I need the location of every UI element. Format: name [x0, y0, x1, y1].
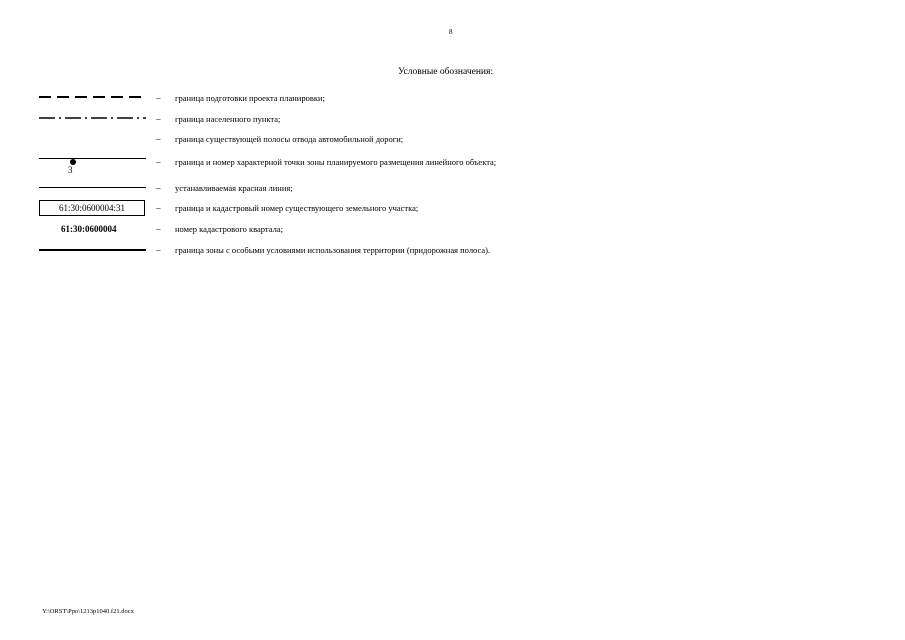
legend-item-settlement-boundary — [0, 112, 905, 130]
legend-item-red-line — [0, 181, 905, 199]
legend-item-cadastral-quarter — [0, 222, 905, 240]
legend-separator: – — [156, 183, 161, 193]
cadastral-plot-number: 61:30:0600004:31 — [39, 200, 145, 216]
legend-description: граница и номер характерной точки зоны планируемого размещения линейного объекта; — [175, 157, 497, 167]
legend-description: граница подготовки проекта планировки; — [175, 93, 325, 103]
legend-title: Условные обозначения: — [398, 67, 494, 77]
legend-description: номер кадастрового квартала; — [175, 224, 283, 234]
legend-description: граница населенного пункта; — [175, 114, 281, 124]
legend-description: устанавливаемая красная линия; — [175, 183, 293, 193]
thick-line-icon — [39, 249, 146, 251]
legend-item-land-plot — [0, 200, 905, 218]
legend-separator: – — [156, 203, 161, 213]
solid-line-icon — [39, 158, 146, 159]
legend-item-road-strip-boundary — [0, 132, 905, 150]
boxed-number-symbol — [39, 200, 146, 218]
solid-line-symbol — [39, 181, 146, 199]
thick-line-symbol — [39, 243, 146, 261]
legend-separator: – — [156, 245, 161, 255]
legend-separator: – — [156, 134, 161, 144]
bold-number-symbol — [39, 222, 146, 240]
point-number-label: 3 — [68, 165, 73, 175]
dashed-line-symbol — [39, 91, 146, 109]
line-with-point-symbol — [39, 155, 146, 173]
footer-file-path: Y:\ORST\Ppo\1213p1040.f21.docx — [42, 608, 134, 615]
cadastral-quarter-number: 61:30:0600004 — [61, 224, 117, 234]
legend-separator: – — [156, 157, 161, 167]
legend-separator: – — [156, 93, 161, 103]
dashed-line-icon — [39, 91, 146, 105]
legend-separator: – — [156, 114, 161, 124]
legend-separator: – — [156, 224, 161, 234]
dash-dot-line-symbol — [39, 112, 146, 130]
legend-description: граница и кадастровый номер существующего земельного участка; — [175, 203, 419, 213]
legend-item-planning-boundary — [0, 91, 905, 109]
empty-symbol — [39, 132, 146, 150]
legend-description: граница зоны с особыми условиями использования территории (придорожная полоса). — [175, 245, 491, 255]
legend-item-roadside-zone — [0, 243, 905, 261]
solid-line-icon — [39, 187, 146, 188]
dash-dot-line-icon — [39, 112, 146, 126]
legend-description: граница существующей полосы отвода автомобильной дороги; — [175, 134, 404, 144]
legend-item-characteristic-point — [0, 155, 905, 173]
page-number: 8 — [449, 28, 453, 36]
